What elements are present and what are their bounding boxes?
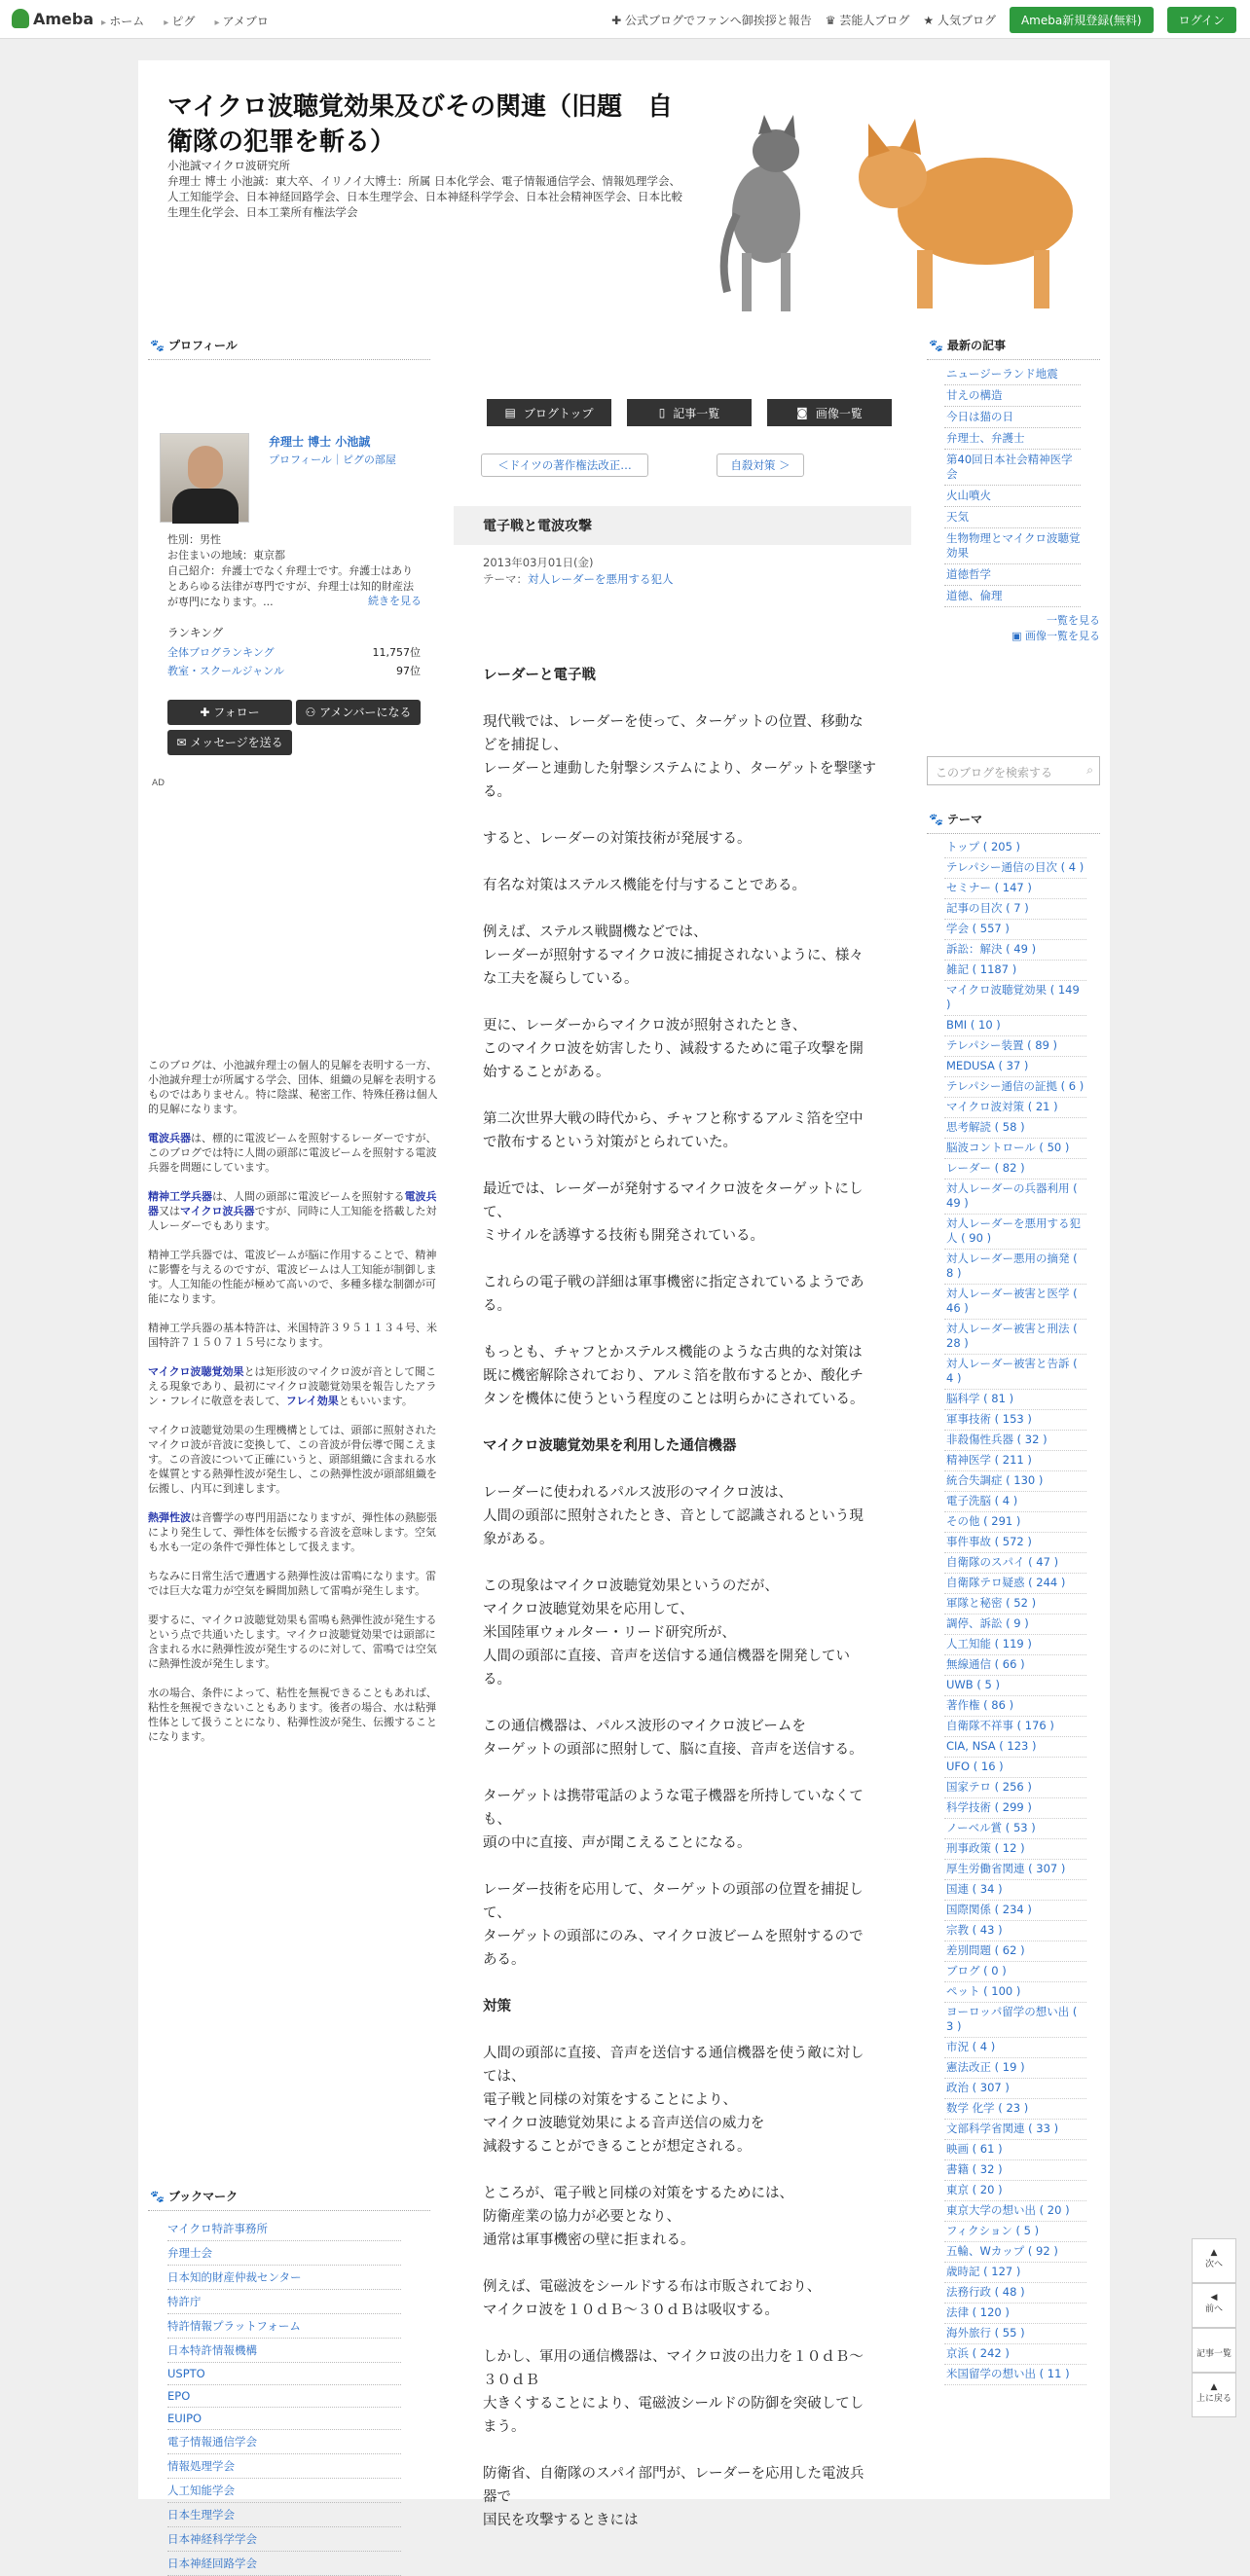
- entry-paragraph: 最近では、レーダーが発射するマイクロ波をターゲットにして、 ミサイルを誘導する技術も開発されている。: [483, 1181, 864, 1244]
- ad-label: AD: [152, 779, 165, 788]
- follow-button[interactable]: ✚ フォロー: [167, 700, 292, 725]
- theme-item[interactable]: 対人レーダー被害と医学 ( 46 ): [944, 1285, 1086, 1320]
- bookmark-item[interactable]: 人工知能学会: [167, 2479, 401, 2503]
- recent-article-item[interactable]: 生物物理とマイクロ波聴覚効果: [944, 528, 1081, 564]
- bookmark-item[interactable]: 日本神経回路学会: [167, 2552, 401, 2576]
- float-next-button[interactable]: ▲ 次へ: [1192, 2238, 1236, 2283]
- bookmark-item[interactable]: USPTO: [167, 2363, 401, 2385]
- paw-icon: 🐾: [929, 812, 943, 826]
- entry-paragraph: 第二次世界大戦の時代から、チャフと称するアルミ箔を空中で散布するという対策がとられていた。: [483, 1111, 864, 1150]
- theme-item[interactable]: 映画 ( 61 ): [944, 2140, 1086, 2160]
- ameba-logo[interactable]: Ameba: [12, 9, 93, 28]
- right-nav: [611, 7, 1236, 33]
- entry-paragraph: 人間の頭部に直接、音声を送信する通信機器を使う敵に対しては、 電子戦と同様の対策をすることにより、 マイクロ波聴覚効果による音声送信の威力を 減殺することができることが想定される。: [483, 2046, 864, 2155]
- profile-photo[interactable]: [160, 433, 249, 523]
- all-images-link[interactable]: ▣ 画像一覧を見る: [1011, 630, 1100, 642]
- orange-cat-image: [839, 104, 1083, 313]
- theme-item[interactable]: 自衛隊のスパイ ( 47 ): [944, 1553, 1086, 1574]
- theme-heading: 🐾 テーマ: [927, 805, 1100, 834]
- theme-list: [944, 838, 1086, 2385]
- theme-item[interactable]: 法務行政 ( 48 ): [944, 2283, 1086, 2304]
- entry-paragraph: 防衛省、自衛隊のスパイ部門が、レーダーを応用した電波兵器で 国民を攻撃するときには: [483, 2466, 864, 2528]
- theme-item[interactable]: CIA, NSA ( 123 ): [944, 1737, 1086, 1758]
- login-button[interactable]: ログイン: [1167, 7, 1236, 33]
- theme-item[interactable]: 脳波コントロール ( 50 ): [944, 1139, 1086, 1159]
- theme-item[interactable]: 学会 ( 557 ): [944, 920, 1086, 940]
- profile-section: [148, 331, 430, 360]
- bookmark-item[interactable]: EPO: [167, 2385, 401, 2408]
- theme-item[interactable]: MEDUSA ( 37 ): [944, 1057, 1086, 1077]
- theme-item[interactable]: テレパシー通信の証拠 ( 6 ): [944, 1077, 1086, 1098]
- recent-list: [944, 364, 1081, 607]
- bookmark-item[interactable]: 日本生理学会: [167, 2503, 401, 2527]
- entry-paragraph: もっとも、チャフとかステルス機能のような古典的な対策は既に機密解除されており、アルミ箔を散布するとか、酸化チタンを機体に使うという程度のことは明らかにされている。: [483, 1345, 864, 1407]
- paw-icon: 🐾: [929, 338, 943, 352]
- amember-button[interactable]: ⚇ アメンバーになる: [296, 700, 421, 725]
- theme-item[interactable]: 東京大学の想い出 ( 20 ): [944, 2201, 1086, 2222]
- bookmark-item[interactable]: 情報処理学会: [167, 2454, 401, 2479]
- entry-paragraph: しかし、軍用の通信機器は、マイクロ波の出力を１０ｄＢ～３０ｄＢ 大きくすることにより、電磁波シールドの防御を突破してしまう。: [483, 2349, 864, 2435]
- recent-article-item[interactable]: 道徳、倫理: [944, 586, 1081, 607]
- profile-links[interactable]: プロフィール｜ピグの部屋: [269, 454, 396, 466]
- theme-item[interactable]: UFO ( 16 ): [944, 1758, 1086, 1778]
- top-bar: [0, 0, 1250, 39]
- theme-item[interactable]: 軍事技術 ( 153 ): [944, 1410, 1086, 1431]
- recent-article-item[interactable]: 第40回日本社会精神医学会: [944, 450, 1081, 486]
- entry-paragraph: 現代戦では、レーダーを使って、ターゲットの位置、移動などを捕捉し、 レーダーと連動した射撃システムにより、ターゲットを撃墜する。: [483, 714, 876, 800]
- entry-paragraph: これらの電子戦の詳細は軍事機密に指定されているようである。: [483, 1275, 864, 1314]
- bookmark-section: [148, 2182, 430, 2576]
- theme-item[interactable]: 科学技術 ( 299 ): [944, 1798, 1086, 1819]
- recent-section: [927, 331, 1100, 644]
- blog-notice-text: このブログは、小池誠弁理士の個人的見解を表明する一方、小池誠弁理士が所属する学会、団体、組織の見解を表明するものではありません。特に陰謀、秘密工作、特殊任務は個人的見解になります。 電波兵器は、標的に電波ビームを照射するレーダーですが、このブログでは特に人間の頭部に電波ビームを照射する電波兵器を問題にしています。 精神工学兵器は、人間の頭部に電波ビームを照射する電波兵器又はマイクロ波兵器ですが、同時に人工知能を搭載した対人レーダーでもあります。 精神工学兵器では、電波ビームが脳に作用することで、精神に影響を与えるのですが、電波ビームは人工知能が制御します。人工知能の性能が極めて高いので、多種多様な制御が可能になります。 精神工学兵器の基本特許は、米国特許３９５１１３４号、米国特許７１５０７１５号になります。 マイクロ波聴覚効果とは矩形波のマイクロ波が音として聞こえる現象であり、最初にマイクロ波聴覚効果を報告したアラン・フレイに敬意を表して、フレイ効果ともいいます。 マイクロ波聴覚効果の生理機構としては、頭部に照射されたマイクロ波が音波に変換して、この音波が骨伝導で聞こえます。この音波について正確にいうと、頭部組織に含まれる水を媒質とする熱弾性波が発生し、この熱弾性波が頭部組織を伝搬し、内耳に到達します。 熱弾性波は音響学の専門用語になりますが、弾性体の熱膨張により発生して、弾性体を伝搬する音波を意味します。空気も水も一定の条件で弾性体として扱えます。 ちなみに日常生活で遭遇する熱弾性波は雷鳴になります。雷では巨大な電力が空気を瞬間加熱して雷鳴が発生します。 要するに、マイクロ波聴覚効果も雷鳴も熱弾性波が発生するという点で共通いたします。マイクロ波聴覚効果では頭部に含まれる水に熱弾性波が発生するのに対して、雷鳴では空気に熱弾性波が発生します。 水の場合、条件によって、粘性を無視できることもあれば、粘性を無視できないこともあります。後者の場合、水は粘弾性体として扱うことになり、粘弾性波が発生、伝搬することになります。: [148, 1059, 438, 1743]
- nav-ameblo[interactable]: ▸ アメブロ: [214, 13, 268, 29]
- theme-item[interactable]: テレパシー装置 ( 89 ): [944, 1036, 1086, 1057]
- theme-item[interactable]: ヨーロッパ留学の想い出 ( 3 ): [944, 2003, 1086, 2038]
- bookmark-item[interactable]: EUIPO: [167, 2408, 401, 2430]
- blog-title[interactable]: マイクロ波聴覚効果及びその関連（旧題 自衛隊の犯罪を斬る）: [167, 92, 673, 157]
- profile-name[interactable]: 弁理士 博士 小池誠: [269, 435, 371, 449]
- float-list-button[interactable]: 記事一覧: [1192, 2328, 1236, 2373]
- entry-meta: 2013年03月01日(金) テーマ：対人レーダーを悪用する犯人: [483, 556, 674, 586]
- grey-cat-image: [708, 97, 820, 321]
- theme-item[interactable]: 対人レーダー被害と刑法 ( 28 ): [944, 1320, 1086, 1355]
- float-top-button[interactable]: ▲ 上に戻る: [1192, 2373, 1236, 2417]
- theme-item[interactable]: 京浜 ( 242 ): [944, 2344, 1086, 2365]
- theme-item[interactable]: 政治 ( 307 ): [944, 2079, 1086, 2099]
- document-icon: ▤: [504, 406, 516, 419]
- theme-item[interactable]: 国際関係 ( 234 ): [944, 1901, 1086, 1921]
- recent-heading: 🐾 最新の記事: [927, 331, 1100, 360]
- theme-item[interactable]: 国連 ( 34 ): [944, 1880, 1086, 1901]
- recent-article-item[interactable]: 甘えの構造: [944, 385, 1081, 407]
- theme-item[interactable]: 対人レーダーを悪用する犯人 ( 90 ): [944, 1215, 1086, 1250]
- theme-item[interactable]: 米国留学の想い出 ( 11 ): [944, 2365, 1086, 2385]
- recent-article-item[interactable]: 天気: [944, 507, 1081, 528]
- theme-item[interactable]: 軍隊と秘密 ( 52 ): [944, 1594, 1086, 1615]
- blog-description: 小池誠マイクロ波研究所 弁理士 博士 小池誠：東大卒、イリノイ大博士：所属 日本化学会、電子情報通信学会、情報処理学会、人工知能学会、日本神経回路学会、日本生理学会、日本神経科学学会、日本社会精神医学会、日本比較生理生化学会、日本工業所有権法学会: [167, 159, 682, 219]
- bookmark-item[interactable]: 特許情報プラットフォーム: [167, 2314, 401, 2339]
- theme-item[interactable]: 海外旅行 ( 55 ): [944, 2324, 1086, 2344]
- theme-item[interactable]: 著作権 ( 86 ): [944, 1696, 1086, 1717]
- bookmark-item[interactable]: 弁理士会: [167, 2241, 401, 2266]
- nav-pigg[interactable]: ▸ ピグ: [164, 13, 195, 29]
- entry-subheading: マイクロ波聴覚効果を利用した通信機器: [483, 1438, 737, 1454]
- blog-tabs: [487, 399, 892, 426]
- bookmark-item[interactable]: 日本特許情報機構: [167, 2339, 401, 2363]
- entry-body: [483, 664, 876, 2556]
- ranking-heading: ランキング: [167, 626, 224, 639]
- theme-item[interactable]: トップ ( 205 ): [944, 838, 1086, 858]
- entry-paragraph: ところが、電子戦と同様の対策をするためには、 防衛産業の協力が必要となり、 通常は軍事機密の壁に拒まれる。: [483, 2186, 793, 2248]
- theme-item[interactable]: 数学 化学 ( 23 ): [944, 2099, 1086, 2120]
- entry-paragraph: 有名な対策はステルス機能を付与することである。: [483, 878, 807, 893]
- tab-image-list[interactable]: ◙ 画像一覧: [767, 399, 892, 426]
- entry-paragraph: レーダーに使われるパルス波形のマイクロ波は、 人間の頭部に照射されたとき、音として認識されるという現象がある。: [483, 1485, 864, 1547]
- popular-blog-link[interactable]: ★ 人気ブログ: [923, 14, 996, 27]
- entry-theme-link[interactable]: 対人レーダーを悪用する犯人: [528, 572, 674, 586]
- message-button[interactable]: ✉ メッセージを送る: [167, 730, 292, 755]
- next-article-button[interactable]: 自殺対策 ＞: [717, 454, 804, 477]
- theme-item[interactable]: 対人レーダーの兵器利用 ( 49 ): [944, 1179, 1086, 1215]
- theme-item[interactable]: 雑記 ( 1187 ): [944, 961, 1086, 981]
- theme-item[interactable]: 五輪、Wカップ ( 92 ): [944, 2242, 1086, 2263]
- search-icon: ⌕: [1086, 763, 1093, 777]
- theme-item[interactable]: 厚生労働省関連 ( 307 ): [944, 1860, 1086, 1880]
- bookmark-item[interactable]: 特許庁: [167, 2290, 401, 2314]
- entry-paragraph: 例えば、ステルス戦闘機などでは、 レーダーが照射するマイクロ波に捕捉されないように、様々な工夫を凝らしている。: [483, 925, 864, 987]
- theme-item[interactable]: 精神医学 ( 211 ): [944, 1451, 1086, 1471]
- theme-item[interactable]: その他 ( 291 ): [944, 1512, 1086, 1533]
- prev-article-button[interactable]: ＜ドイツの著作権法改正…: [481, 454, 648, 477]
- theme-item[interactable]: 差別問題 ( 62 ): [944, 1941, 1086, 1962]
- theme-item[interactable]: 統合失調症 ( 130 ): [944, 1471, 1086, 1492]
- theme-item[interactable]: 無線通信 ( 66 ): [944, 1655, 1086, 1676]
- profile-heading: 🐾 プロフィール: [148, 331, 430, 360]
- entry-paragraph: 更に、レーダーからマイクロ波が照射されたとき、 このマイクロ波を妨害したり、減殺するために電子攻撃を開始することがある。: [483, 1018, 864, 1080]
- recent-article-item[interactable]: 道徳哲学: [944, 564, 1081, 586]
- theme-item[interactable]: 東京 ( 20 ): [944, 2181, 1086, 2201]
- celebrity-blog-link[interactable]: ♛ 芸能人ブログ: [825, 14, 910, 27]
- recent-article-item[interactable]: 弁理士、弁護士: [944, 428, 1081, 450]
- bookmark-item[interactable]: 電子情報通信学会: [167, 2430, 401, 2454]
- entry-paragraph: ターゲットは携帯電話のような電子機器を所持していなくても、 頭の中に直接、声が聞こえることになる。: [483, 1789, 864, 1851]
- bookmark-item[interactable]: マイクロ特許事務所: [167, 2217, 401, 2241]
- paw-icon: 🐾: [150, 2189, 165, 2203]
- theme-item[interactable]: 記事の目次 ( 7 ): [944, 899, 1086, 920]
- bookmark-item[interactable]: 日本神経科学学会: [167, 2527, 401, 2552]
- theme-item[interactable]: 刑事政策 ( 12 ): [944, 1839, 1086, 1860]
- theme-item[interactable]: 調停、訴訟 ( 9 ): [944, 1615, 1086, 1635]
- entry-paragraph: すると、レーダーの対策技術が発展する。: [483, 831, 752, 847]
- official-blog-link[interactable]: ✚ 公式ブログでファンへ御挨拶と報告: [611, 14, 812, 27]
- blog-page: [138, 60, 1110, 2570]
- theme-item[interactable]: BMI ( 10 ): [944, 1016, 1086, 1036]
- entry-paragraph: レーダー技術を応用して、ターゲットの頭部の位置を捕捉して、 ターゲットの頭部にのみ、マイクロ波ビームを照射するのである。: [483, 1882, 864, 1968]
- entry-paragraph: 例えば、電磁波をシールドする布は市販されており、 マイクロ波を１０ｄＢ～３０ｄＢは吸収する。: [483, 2279, 822, 2318]
- recent-article-item[interactable]: ニュージーランド地震: [944, 364, 1081, 385]
- theme-item[interactable]: 電子洗脳 ( 4 ): [944, 1492, 1086, 1512]
- theme-item[interactable]: レーダー ( 82 ): [944, 1159, 1086, 1179]
- global-nav: [101, 13, 269, 29]
- signup-button[interactable]: Ameba新規登録(無料): [1010, 7, 1154, 33]
- theme-item[interactable]: フィクション ( 5 ): [944, 2222, 1086, 2242]
- theme-item[interactable]: 法律 ( 120 ): [944, 2304, 1086, 2324]
- theme-item[interactable]: 自衛隊テロ疑惑 ( 244 ): [944, 1574, 1086, 1594]
- bookmark-heading: 🐾 ブックマーク: [148, 2182, 430, 2211]
- bookmark-list: [167, 2217, 401, 2576]
- theme-item[interactable]: マイクロ波聴覚効果 ( 149 ): [944, 981, 1086, 1016]
- entry-title[interactable]: 電子戦と電波攻撃: [454, 506, 911, 545]
- entry-paragraph: この通信機器は、パルス波形のマイクロ波ビームを ターゲットの頭部に照射して、脳に直接、音声を送信する。: [483, 1719, 864, 1758]
- ranking-overall[interactable]: 全体ブログランキング 11,757位: [167, 646, 421, 659]
- theme-section: [927, 805, 1100, 2385]
- theme-item[interactable]: 国家テロ ( 256 ): [944, 1778, 1086, 1798]
- theme-item[interactable]: 憲法改正 ( 19 ): [944, 2058, 1086, 2079]
- entry-subheading: 対策: [483, 1999, 511, 2014]
- float-prev-button[interactable]: ◀ 前へ: [1192, 2283, 1236, 2328]
- blog-search-input[interactable]: このブログを検索する ⌕: [927, 756, 1100, 785]
- recent-article-item[interactable]: 火山噴火: [944, 486, 1081, 507]
- profile-more-link[interactable]: 続きを見る: [368, 595, 422, 607]
- theme-item[interactable]: 人工知能 ( 119 ): [944, 1635, 1086, 1655]
- entry-paragraph: この現象はマイクロ波聴覚効果というのだが、 マイクロ波聴覚効果を応用して、 米国陸軍ウォルター・リード研究所が、 人間の頭部に直接、音声を送信する通信機器を開発している。: [483, 1578, 850, 1687]
- theme-item[interactable]: マイクロ波対策 ( 21 ): [944, 1098, 1086, 1118]
- theme-item[interactable]: 宗教 ( 43 ): [944, 1921, 1086, 1941]
- theme-item[interactable]: 思考解読 ( 58 ): [944, 1118, 1086, 1139]
- nav-home[interactable]: ▸ ホーム: [101, 13, 144, 29]
- theme-item[interactable]: 対人レーダー被害と告訴 ( 4 ): [944, 1355, 1086, 1390]
- image-icon: ▣: [1011, 630, 1025, 642]
- tab-blog-top[interactable]: ▤ ブログトップ: [487, 399, 611, 426]
- ranking-genre[interactable]: 教室・スクールジャンル 97位: [167, 665, 421, 677]
- theme-item[interactable]: 対人レーダー悪用の摘発 ( 8 ): [944, 1250, 1086, 1285]
- recent-article-item[interactable]: 今日は猫の日: [944, 407, 1081, 428]
- profile-details: 性別：男性 お住まいの地域：東京都 自己紹介：弁護士でなく弁理士です。弁護士はありとあらゆる法律が専門ですが、弁理士は知的財産法が専門になります。...: [167, 533, 414, 608]
- theme-item[interactable]: UWB ( 5 ): [944, 1676, 1086, 1696]
- tab-article-list[interactable]: ▯ 記事一覧: [627, 399, 752, 426]
- theme-item[interactable]: 事件事故 ( 572 ): [944, 1533, 1086, 1553]
- theme-item[interactable]: 歳時記 ( 127 ): [944, 2263, 1086, 2283]
- entry-subheading: レーダーと電子戦: [483, 668, 596, 683]
- theme-item[interactable]: テレパシー通信の目次 ( 4 ): [944, 858, 1086, 879]
- theme-item[interactable]: 脳科学 ( 81 ): [944, 1390, 1086, 1410]
- theme-item[interactable]: 市況 ( 4 ): [944, 2038, 1086, 2058]
- theme-item[interactable]: 非殺傷性兵器 ( 32 ): [944, 1431, 1086, 1451]
- theme-item[interactable]: ノーベル賞 ( 53 ): [944, 1819, 1086, 1839]
- theme-item[interactable]: ペット ( 100 ): [944, 1982, 1086, 2003]
- camera-icon: ◙: [796, 406, 808, 419]
- theme-item[interactable]: 文部科学省関連 ( 33 ): [944, 2120, 1086, 2140]
- ameba-logo-icon: [12, 9, 29, 28]
- theme-item[interactable]: セミナー ( 147 ): [944, 879, 1086, 899]
- theme-item[interactable]: ブログ ( 0 ): [944, 1962, 1086, 1982]
- theme-item[interactable]: 書籍 ( 32 ): [944, 2160, 1086, 2181]
- theme-item[interactable]: 自衛隊不祥事 ( 176 ): [944, 1717, 1086, 1737]
- bookmark-item[interactable]: 日本知的財産仲裁センター: [167, 2266, 401, 2290]
- all-articles-link[interactable]: 一覧を見る: [1047, 614, 1100, 627]
- list-icon: ▯: [658, 406, 666, 419]
- theme-item[interactable]: 訴訟：解決 ( 49 ): [944, 940, 1086, 961]
- paw-icon: 🐾: [150, 338, 165, 352]
